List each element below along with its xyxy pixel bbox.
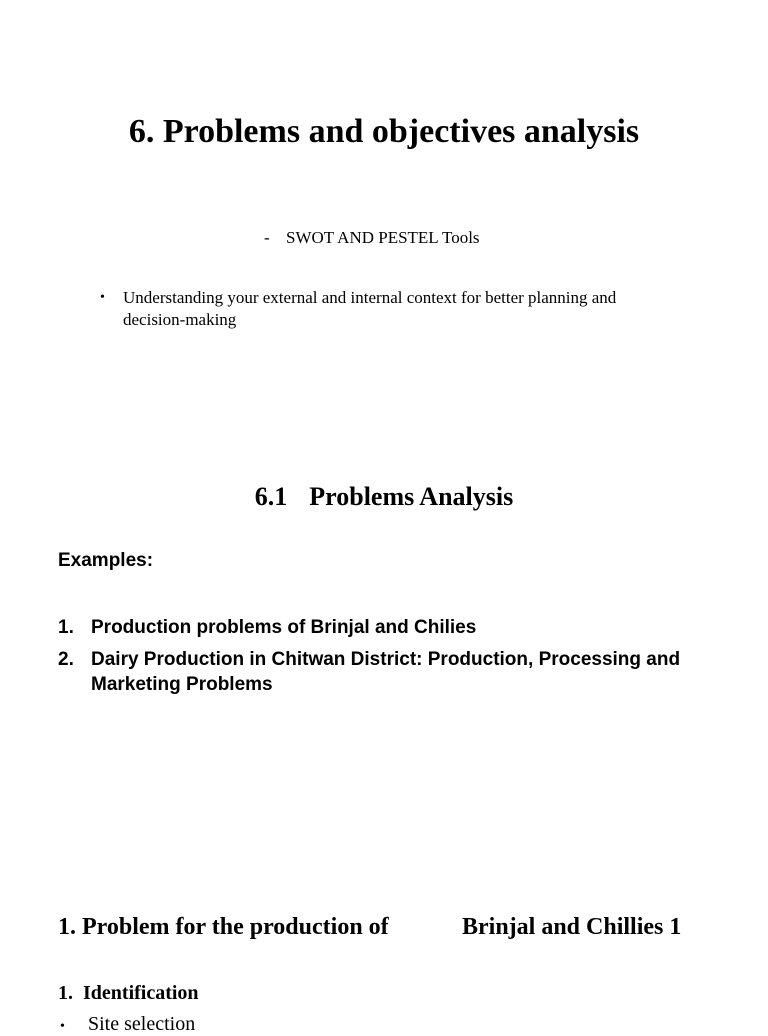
page-title: 6. Problems and objectives analysis bbox=[128, 113, 640, 150]
section-heading-1-left: 1. Problem for the production of bbox=[58, 914, 389, 940]
list-item bbox=[58, 647, 718, 697]
bullet-marker: • bbox=[100, 290, 105, 305]
bullet-text: Understanding your external and internal context for better planning and decision-making bbox=[123, 288, 617, 329]
list-number: 2. bbox=[58, 649, 74, 670]
identification-number: 1. bbox=[58, 982, 73, 1004]
identification-heading bbox=[58, 982, 199, 1005]
site-selection-text: Site selection bbox=[88, 1013, 196, 1035]
subtitle-line bbox=[264, 228, 480, 248]
identification-label: Identification bbox=[83, 982, 199, 1004]
list-text: Production problems of Brinjal and Chilies bbox=[91, 617, 477, 638]
examples-label: Examples: bbox=[58, 550, 154, 571]
section-heading-6-1 bbox=[0, 482, 768, 512]
list-text: Dairy Production in Chitwan District: Production, Processing and Marketing Problems bbox=[91, 649, 681, 695]
bullet-item bbox=[100, 287, 660, 331]
section-number: 6.1 bbox=[254, 482, 288, 511]
site-selection-item bbox=[60, 1013, 195, 1036]
section-title: Problems Analysis bbox=[309, 482, 514, 511]
bullet-marker: • bbox=[60, 1019, 65, 1034]
subtitle-text: SWOT AND PESTEL Tools bbox=[286, 228, 480, 247]
section-heading-1-right: Brinjal and Chillies 1 bbox=[462, 914, 682, 940]
list-item bbox=[58, 615, 718, 640]
dash-marker: - bbox=[264, 228, 270, 247]
list-number: 1. bbox=[58, 617, 74, 638]
example-list bbox=[58, 615, 718, 704]
